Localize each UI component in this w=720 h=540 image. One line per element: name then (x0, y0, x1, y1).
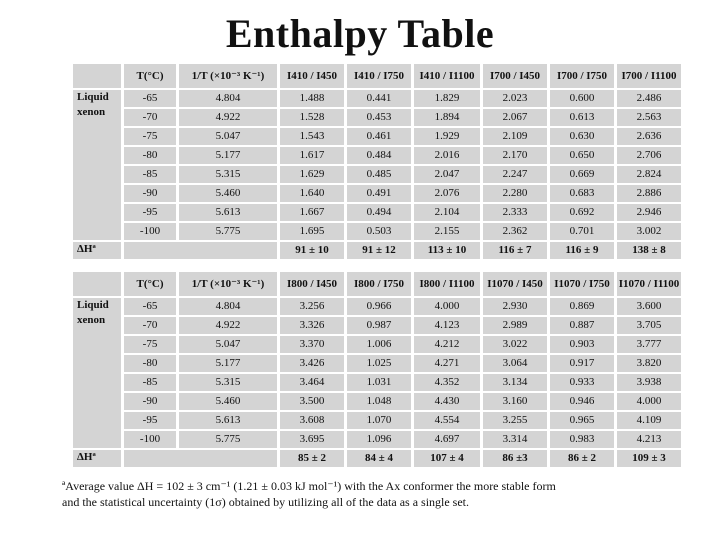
table-cell: 0.613 (550, 109, 614, 126)
table-cell: 0.461 (347, 128, 411, 145)
table-cell: 4.922 (179, 317, 277, 334)
table-row (73, 185, 681, 202)
table-cell: 2.706 (617, 147, 681, 164)
table-cell: 3.600 (617, 298, 681, 315)
footnote (62, 478, 702, 510)
table-cell: 2.563 (617, 109, 681, 126)
table-cell: -95 (124, 412, 176, 429)
empty-cell (124, 450, 277, 467)
table-cell: 0.453 (347, 109, 411, 126)
table-cell: 4.430 (414, 393, 480, 410)
table-cell: 3.314 (483, 431, 547, 448)
table-cell: 5.047 (179, 336, 277, 353)
table-cell: -85 (124, 374, 176, 391)
column-header: 1/T (×10⁻³ K⁻¹) (179, 272, 277, 296)
page-title: Enthalpy Table (225, 11, 495, 56)
table-row (73, 374, 681, 391)
table-cell: 1.048 (347, 393, 411, 410)
footnote-line-1: ªAverage value ΔH = 102 ± 3 cm⁻¹ (1.21 ± 0.03 kJ mol⁻¹) with the Ax conformer the more stable form (62, 479, 556, 493)
table-cell: 4.922 (179, 109, 277, 126)
table-cell: -85 (124, 166, 176, 183)
table-cell: 4.212 (414, 336, 480, 353)
enthalpy-row (73, 242, 681, 259)
table-cell: 4.554 (414, 412, 480, 429)
table-cell: 4.123 (414, 317, 480, 334)
table-cell: -75 (124, 336, 176, 353)
table-cell: 0.485 (347, 166, 411, 183)
table-cell: 2.076 (414, 185, 480, 202)
enthalpy-value: 91 ± 12 (347, 242, 411, 259)
table-cell: -70 (124, 109, 176, 126)
table-cell: 2.170 (483, 147, 547, 164)
table-cell: 2.636 (617, 128, 681, 145)
table-cell: 2.486 (617, 90, 681, 107)
footnote-line-2: and the statistical uncertainty (1σ) obtained by utilizing all of the data as a single set. (62, 495, 470, 509)
table-cell: 1.488 (280, 90, 344, 107)
table-cell: 1.695 (280, 223, 344, 240)
table-cell: 2.047 (414, 166, 480, 183)
table-row (73, 109, 681, 126)
enthalpy-value: 138 ± 8 (617, 242, 681, 259)
table-cell: 2.247 (483, 166, 547, 183)
table-row (73, 128, 681, 145)
enthalpy-value: 84 ± 4 (347, 450, 411, 467)
table-cell: 4.000 (617, 393, 681, 410)
table-cell: 1.829 (414, 90, 480, 107)
column-header: I410 / I750 (347, 64, 411, 88)
empty-cell (124, 242, 277, 259)
table-cell: 5.460 (179, 393, 277, 410)
column-header: I800 / I450 (280, 272, 344, 296)
table-cell: 4.213 (617, 431, 681, 448)
table-cell: 1.617 (280, 147, 344, 164)
table-cell: 0.669 (550, 166, 614, 183)
table-cell: 1.640 (280, 185, 344, 202)
table-cell: 0.692 (550, 204, 614, 221)
column-header: T(°C) (124, 272, 176, 296)
table-row (73, 412, 681, 429)
table-cell: 2.989 (483, 317, 547, 334)
table-cell: 0.917 (550, 355, 614, 372)
table-cell: 2.886 (617, 185, 681, 202)
table-cell: 0.946 (550, 393, 614, 410)
table-row (73, 336, 681, 353)
table-cell: 3.820 (617, 355, 681, 372)
enthalpy-label: ΔHª (73, 450, 121, 467)
table-cell: -100 (124, 431, 176, 448)
table-cell: 5.315 (179, 374, 277, 391)
table-cell: -70 (124, 317, 176, 334)
enthalpy-value: 91 ± 10 (280, 242, 344, 259)
table-cell: 0.869 (550, 298, 614, 315)
table-cell: 3.500 (280, 393, 344, 410)
enthalpy-table-1 (70, 62, 684, 261)
table-row (73, 223, 681, 240)
column-header: T(°C) (124, 64, 176, 88)
table-cell: 5.613 (179, 204, 277, 221)
table-cell: 5.177 (179, 147, 277, 164)
table-cell: 0.966 (347, 298, 411, 315)
table-cell: 2.362 (483, 223, 547, 240)
column-header: I1070 / I1100 (617, 272, 681, 296)
corner-cell (73, 272, 121, 296)
table-cell: 0.630 (550, 128, 614, 145)
table-row (73, 355, 681, 372)
table-cell: 4.697 (414, 431, 480, 448)
table-row (73, 147, 681, 164)
table-row (73, 90, 681, 107)
header-row (73, 64, 681, 88)
table-cell: 3.134 (483, 374, 547, 391)
table-row (73, 204, 681, 221)
table-cell: 0.701 (550, 223, 614, 240)
table-cell: -65 (124, 298, 176, 315)
table-cell: 1.629 (280, 166, 344, 183)
column-header: I410 / I450 (280, 64, 344, 88)
table-cell: 1.025 (347, 355, 411, 372)
table-cell: -80 (124, 355, 176, 372)
corner-cell (73, 64, 121, 88)
table-cell: 2.930 (483, 298, 547, 315)
table-cell: 2.016 (414, 147, 480, 164)
table-cell: 2.333 (483, 204, 547, 221)
table-cell: 3.777 (617, 336, 681, 353)
table-cell: 0.484 (347, 147, 411, 164)
table-cell: 4.000 (414, 298, 480, 315)
table-cell: 4.804 (179, 90, 277, 107)
table-cell: 0.983 (550, 431, 614, 448)
table-cell: 3.370 (280, 336, 344, 353)
column-header: I410 / I1100 (414, 64, 480, 88)
table-cell: 0.903 (550, 336, 614, 353)
table-cell: 0.965 (550, 412, 614, 429)
table-cell: 0.491 (347, 185, 411, 202)
enthalpy-value: 86 ± 2 (550, 450, 614, 467)
table-cell: 0.503 (347, 223, 411, 240)
table-cell: 4.271 (414, 355, 480, 372)
table-cell: 3.256 (280, 298, 344, 315)
table-cell: 2.109 (483, 128, 547, 145)
column-header: I800 / I750 (347, 272, 411, 296)
enthalpy-value: 109 ± 3 (617, 450, 681, 467)
table-cell: -100 (124, 223, 176, 240)
table-cell: 3.426 (280, 355, 344, 372)
enthalpy-value: 85 ± 2 (280, 450, 344, 467)
table-cell: 4.804 (179, 298, 277, 315)
enthalpy-value: 116 ± 9 (550, 242, 614, 259)
table-cell: 5.775 (179, 431, 277, 448)
row-group-label: Liquid xenon (73, 298, 121, 448)
table-cell: 3.326 (280, 317, 344, 334)
table-cell: 0.650 (550, 147, 614, 164)
table-cell: 2.104 (414, 204, 480, 221)
table-cell: 4.352 (414, 374, 480, 391)
table-cell: 3.002 (617, 223, 681, 240)
enthalpy-value: 86 ±3 (483, 450, 547, 467)
table-cell: 3.160 (483, 393, 547, 410)
table-cell: 5.613 (179, 412, 277, 429)
table-cell: 2.155 (414, 223, 480, 240)
table-cell: 1.543 (280, 128, 344, 145)
table-cell: 2.067 (483, 109, 547, 126)
table-cell: 3.064 (483, 355, 547, 372)
column-header: I800 / I1100 (414, 272, 480, 296)
table-row (73, 317, 681, 334)
column-header: I1070 / I750 (550, 272, 614, 296)
row-group-label: Liquid xenon (73, 90, 121, 240)
table-row (73, 393, 681, 410)
table-cell: 0.683 (550, 185, 614, 202)
table-row (73, 166, 681, 183)
table-cell: 0.933 (550, 374, 614, 391)
table-cell: 1.667 (280, 204, 344, 221)
header-row (73, 272, 681, 296)
table-cell: 5.460 (179, 185, 277, 202)
table-cell: -80 (124, 147, 176, 164)
column-header: I700 / I450 (483, 64, 547, 88)
column-header: I700 / I1100 (617, 64, 681, 88)
table-cell: 5.047 (179, 128, 277, 145)
table-cell: 0.600 (550, 90, 614, 107)
table-cell: 0.887 (550, 317, 614, 334)
column-header: I700 / I750 (550, 64, 614, 88)
table-cell: 5.177 (179, 355, 277, 372)
enthalpy-table-2 (70, 270, 684, 469)
table-cell: -90 (124, 393, 176, 410)
table-cell: 1.070 (347, 412, 411, 429)
table-cell: 2.023 (483, 90, 547, 107)
table-cell: 3.608 (280, 412, 344, 429)
table-cell: 5.315 (179, 166, 277, 183)
enthalpy-label: ΔHª (73, 242, 121, 259)
table-cell: -65 (124, 90, 176, 107)
table-cell: 3.695 (280, 431, 344, 448)
table-cell: 3.022 (483, 336, 547, 353)
table-cell: 1.031 (347, 374, 411, 391)
table-cell: 1.528 (280, 109, 344, 126)
table-cell: 4.109 (617, 412, 681, 429)
table-row (73, 431, 681, 448)
table-cell: -75 (124, 128, 176, 145)
column-header: 1/T (×10⁻³ K⁻¹) (179, 64, 277, 88)
table-cell: 0.441 (347, 90, 411, 107)
table-cell: 1.894 (414, 109, 480, 126)
table-cell: 3.938 (617, 374, 681, 391)
enthalpy-value: 116 ± 7 (483, 242, 547, 259)
column-header: I1070 / I450 (483, 272, 547, 296)
table-cell: 1.929 (414, 128, 480, 145)
table-cell: 0.987 (347, 317, 411, 334)
table-row (73, 298, 681, 315)
table-cell: 2.946 (617, 204, 681, 221)
table-cell: 0.494 (347, 204, 411, 221)
table-cell: -90 (124, 185, 176, 202)
table-cell: 5.775 (179, 223, 277, 240)
table-cell: 3.255 (483, 412, 547, 429)
table-cell: -95 (124, 204, 176, 221)
enthalpy-value: 113 ± 10 (414, 242, 480, 259)
enthalpy-row (73, 450, 681, 467)
table-cell: 3.464 (280, 374, 344, 391)
table-cell: 1.096 (347, 431, 411, 448)
enthalpy-value: 107 ± 4 (414, 450, 480, 467)
table-cell: 2.280 (483, 185, 547, 202)
table-cell: 3.705 (617, 317, 681, 334)
table-cell: 2.824 (617, 166, 681, 183)
table-cell: 1.006 (347, 336, 411, 353)
